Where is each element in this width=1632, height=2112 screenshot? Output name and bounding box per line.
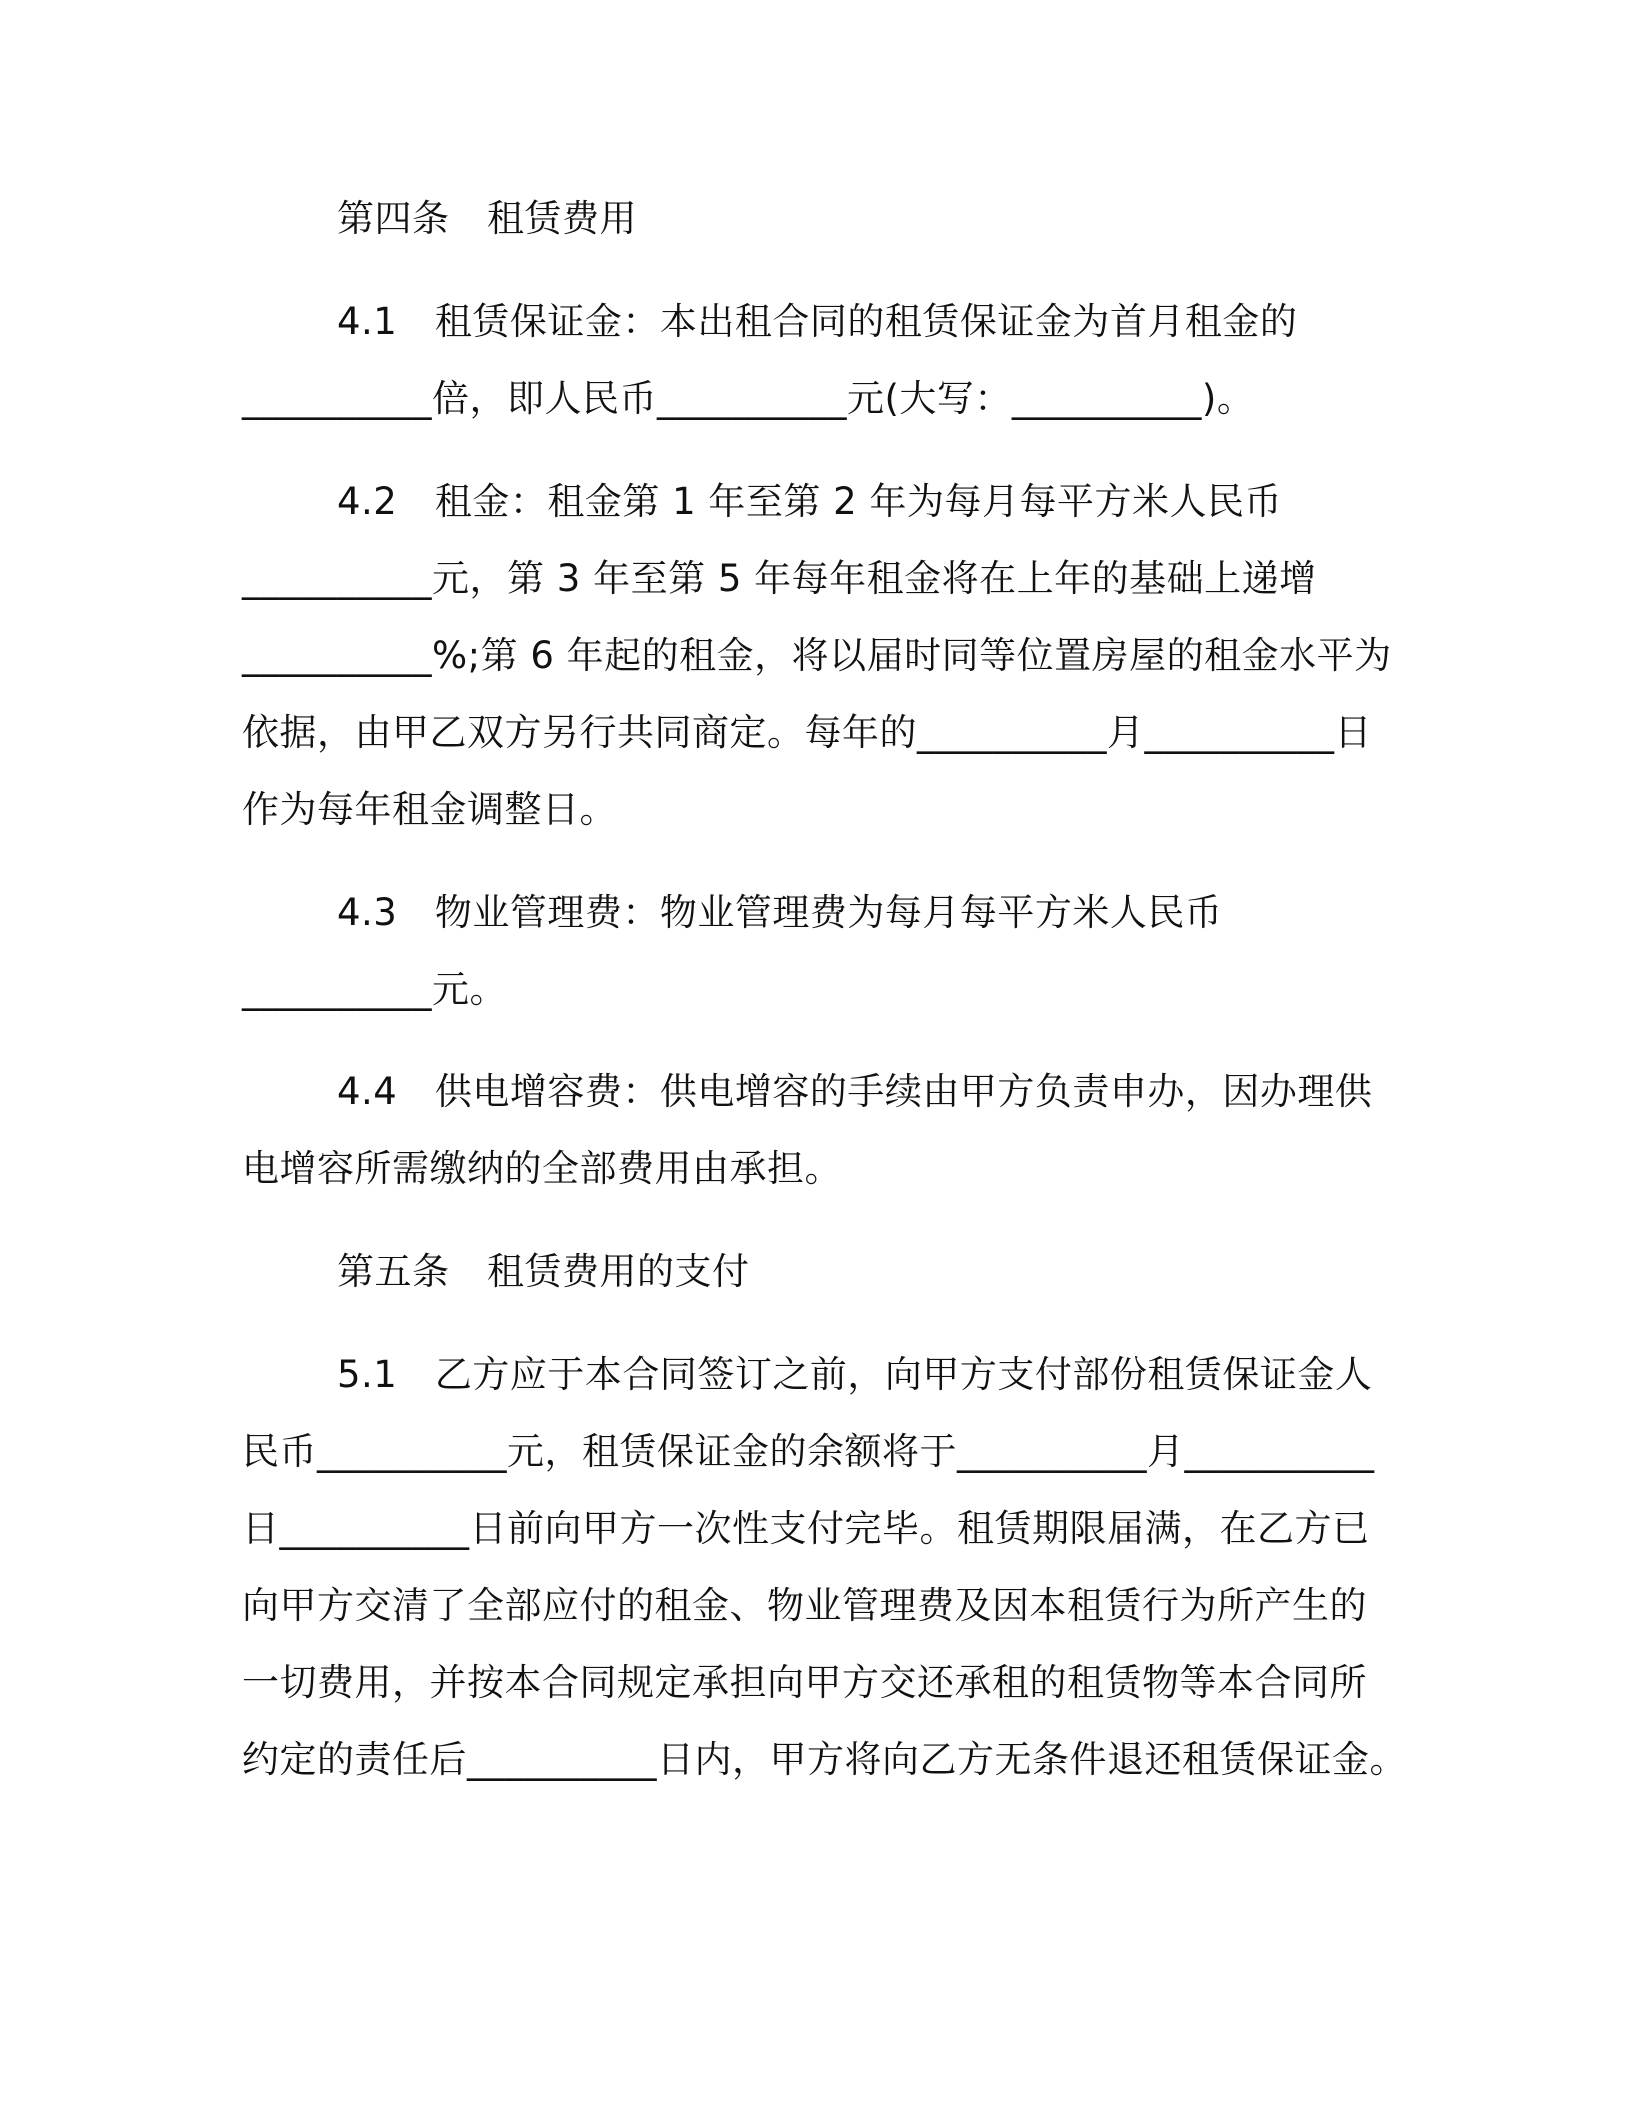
clause-4-2-line-2: __________元，第 3 年至第 5 年每年租金将在上年的基础上递增 [242, 557, 1317, 600]
clause-4-3-line-2: __________元。 [242, 968, 507, 1011]
clause-5-1-line-6: 约定的责任后__________日内，甲方将向乙方无条件退还租赁保证金。 [242, 1738, 1407, 1781]
clause-5-1-line-3: 日__________日前向甲方一次性支付完毕。租赁期限届满，在乙方已 [242, 1507, 1370, 1550]
clause-4-4-line-2: 电增容所需缴纳的全部费用由承担。 [242, 1147, 842, 1190]
clause-4-4-line-1: 4.4 供电增容费：供电增容的手续由甲方负责申办，因办理供 [337, 1070, 1373, 1113]
clause-5-1-line-5: 一切费用，并按本合同规定承担向甲方交还承租的租赁物等本合同所 [242, 1661, 1367, 1704]
clause-4-2-line-1: 4.2 租金：租金第 1 年至第 2 年为每月每平方米人民币 [337, 480, 1282, 523]
clause-5-1-line-1: 5.1 乙方应于本合同签订之前，向甲方支付部份租赁保证金人 [337, 1353, 1373, 1396]
article-4-heading: 第四条 租赁费用 [337, 197, 637, 240]
clause-4-2-line-5: 作为每年租金调整日。 [242, 788, 617, 831]
clause-4-1-line-1: 4.1 租赁保证金：本出租合同的租赁保证金为首月租金的 [337, 300, 1298, 343]
clause-5-1-line-2: 民币__________元，租赁保证金的余额将于__________月__________ [242, 1430, 1375, 1473]
article-5-heading: 第五条 租赁费用的支付 [337, 1250, 750, 1293]
clause-4-2-line-4: 依据，由甲乙双方另行共同商定。每年的__________月__________日 [242, 711, 1372, 754]
clause-4-2-line-3: __________%;第 6 年起的租金，将以届时同等位置房屋的租金水平为 [242, 634, 1392, 677]
clause-4-1-line-2: __________倍，即人民币__________元(大写：__________)。 [242, 377, 1255, 420]
clause-5-1-line-4: 向甲方交清了全部应付的租金、物业管理费及因本租赁行为所产生的 [242, 1584, 1367, 1627]
clause-4-3-line-1: 4.3 物业管理费：物业管理费为每月每平方米人民币 [337, 891, 1223, 934]
